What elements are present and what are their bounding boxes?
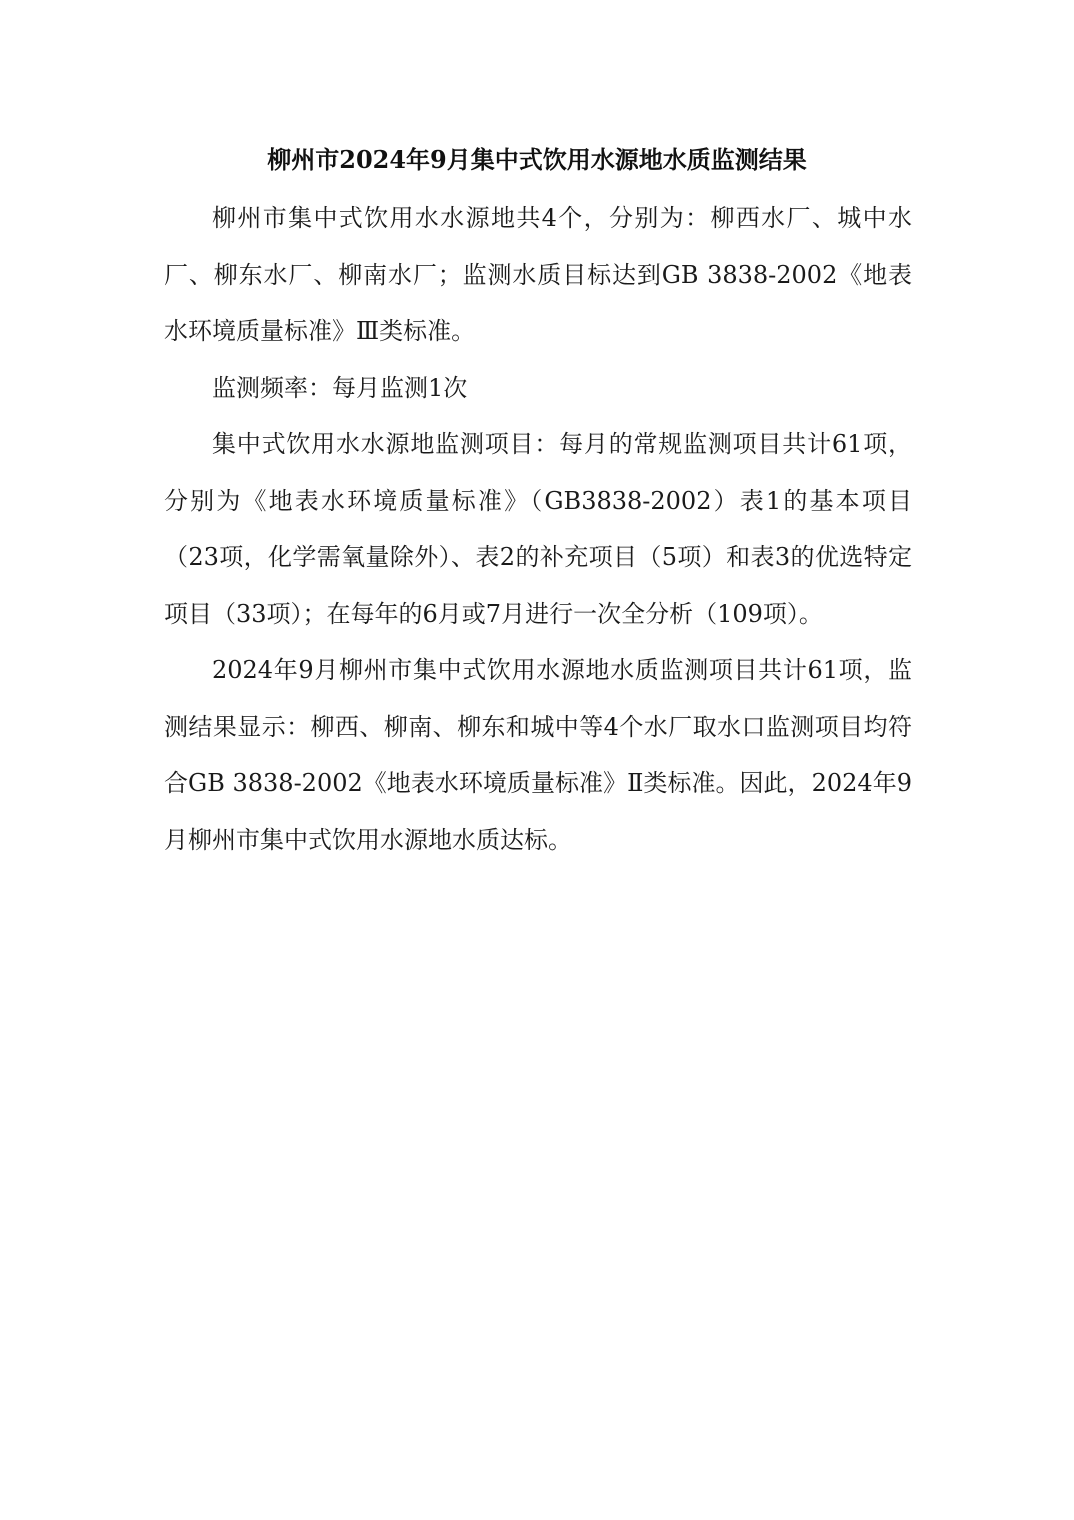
- paragraph-monitoring-results: 2024年9月柳州市集中式饮用水源地水质监测项目共计61项，监测结果显示：柳西、柳南、柳东和城中等4个水厂取水口监测项目均符合GB 3838-2002《地表水环境质量标准》Ⅱ类标准。因此，2024年9月柳州市集中式饮用水源地水质达标。: [164, 656, 912, 854]
- document-title: 柳州市2024年9月集中式饮用水源地水质监测结果: [267, 145, 807, 174]
- document-body: [164, 190, 912, 868]
- paragraph-water-sources: 柳州市集中式饮用水水源地共4个，分别为：柳西水厂、城中水厂、柳东水厂、柳南水厂；监测水质目标达到GB 3838-2002《地表水环境质量标准》Ⅲ类标准。: [164, 204, 912, 345]
- paragraph-monitoring-frequency: 监测频率：每月监测1次: [212, 373, 468, 402]
- paragraph-monitoring-items: 集中式饮用水水源地监测项目：每月的常规监测项目共计61项，分别为《地表水环境质量标准》（GB3838-2002）表1的基本项目（23项，化学需氧量除外）、表2的补充项目（5项）和表3的优选特定项目（33项）；在每年的6月或7月进行一次全分析（109项）。: [164, 430, 912, 628]
